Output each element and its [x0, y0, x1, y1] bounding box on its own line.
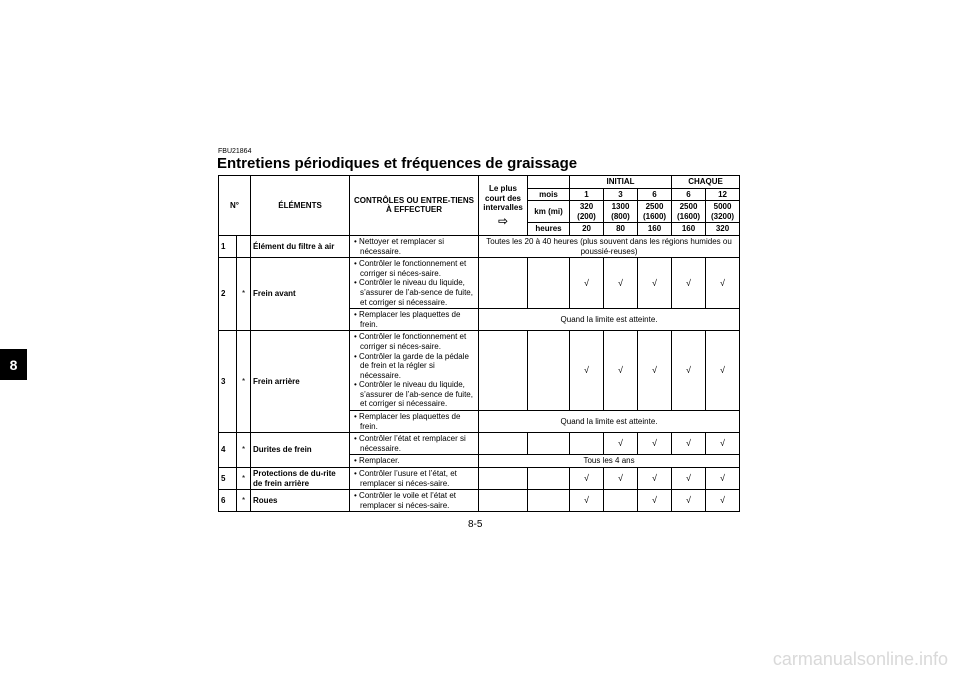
- mois-value: 1: [570, 188, 604, 201]
- row-star: *: [237, 258, 251, 331]
- row-task: [350, 433, 479, 455]
- task-line: • Nettoyer et remplacer si nécessaire.: [354, 236, 444, 256]
- row-task: [350, 258, 479, 309]
- check-cell: [570, 331, 604, 411]
- km-value: 1300 (800): [604, 201, 638, 223]
- task-list: [352, 412, 476, 431]
- check-mark-icon: √: [720, 495, 725, 506]
- row-number: 6: [219, 490, 237, 512]
- task-list: [352, 456, 476, 466]
- check-cell: [604, 258, 638, 309]
- header-shortest-label: Le plus court des intervalles: [483, 184, 523, 213]
- check-cell: [706, 331, 740, 411]
- row-item: Protections de du-rite de frein arrière: [251, 468, 350, 490]
- task-line: • Contrôler le niveau du liquide, s’assurer de l’ab-sence de fuite, et corriger si nécessaire.: [354, 380, 473, 409]
- check-mark-icon: √: [720, 277, 725, 288]
- row-star: *: [237, 468, 251, 490]
- km-value: 5000 (3200): [706, 201, 740, 223]
- check-mark-icon: √: [720, 438, 725, 449]
- row-star: [237, 235, 251, 257]
- document-code: FBU21864: [218, 148, 252, 155]
- check-mark-icon: √: [652, 473, 657, 484]
- row-number: 2: [219, 258, 237, 331]
- interval-note: Toutes les 20 à 40 heures (plus souvent dans les régions humides ou poussié-reuses): [479, 235, 740, 257]
- row-star: *: [237, 433, 251, 468]
- task-line: • Contrôler l’usure et l’état, et remplacer si néces-saire.: [354, 469, 457, 488]
- check-cell: [604, 468, 638, 490]
- check-mark-icon: √: [686, 277, 691, 288]
- check-cell: [672, 468, 706, 490]
- check-mark-icon: √: [618, 277, 623, 288]
- empty-cell: [528, 258, 570, 309]
- heures-value: 80: [604, 223, 638, 236]
- mois-value: 12: [706, 188, 740, 201]
- empty-cell: [528, 490, 570, 512]
- task-text: Contrôler l’état et remplacer si nécessaire.: [359, 434, 466, 453]
- interval-note: Quand la limite est atteinte.: [479, 411, 740, 433]
- task-line: • Remplacer les plaquettes de frein.: [354, 412, 461, 431]
- check-mark-icon: √: [686, 438, 691, 449]
- empty-cell: [528, 331, 570, 411]
- task-text: Contrôler l’usure et l’état, et remplacer si néces-saire.: [359, 469, 457, 488]
- table-row: [219, 468, 740, 490]
- mois-label: mois: [528, 188, 570, 201]
- row-task: [350, 235, 479, 257]
- check-mark-icon: √: [720, 473, 725, 484]
- table-row: [219, 235, 740, 257]
- row-item: Frein avant: [251, 258, 350, 331]
- task-line: • Contrôler le fonctionnement et corriger si néces-saire.: [354, 259, 467, 278]
- row-item: Roues: [251, 490, 350, 512]
- task-list: [352, 469, 476, 488]
- page-number: 8-5: [468, 519, 483, 530]
- row-item: Frein arrière: [251, 331, 350, 433]
- interval-note: Quand la limite est atteinte.: [479, 309, 740, 331]
- km-label: km (mi): [528, 201, 570, 223]
- check-mark-icon: √: [720, 365, 725, 376]
- row-task: [350, 468, 479, 490]
- task-text: Remplacer les plaquettes de frein.: [359, 310, 461, 329]
- row-task: [350, 309, 479, 331]
- task-text: Remplacer.: [359, 456, 400, 466]
- check-cell: [604, 331, 638, 411]
- header-initial: INITIAL: [570, 176, 672, 189]
- empty-cell: [479, 258, 528, 309]
- header-shortest-interval: [479, 176, 528, 236]
- maintenance-table: [218, 175, 740, 512]
- row-star: *: [237, 490, 251, 512]
- check-mark-icon: √: [584, 277, 589, 288]
- task-text: Remplacer les plaquettes de frein.: [359, 412, 461, 431]
- km-value: 2500 (1600): [638, 201, 672, 223]
- task-list: [352, 332, 476, 409]
- row-number: 1: [219, 235, 237, 257]
- task-text: Contrôler le fonctionnement et corriger si néces-saire.: [359, 259, 467, 278]
- row-star: *: [237, 331, 251, 433]
- task-list: [352, 434, 476, 453]
- km-value: 2500 (1600): [672, 201, 706, 223]
- check-cell: [638, 331, 672, 411]
- check-cell: [570, 258, 604, 309]
- check-mark-icon: √: [618, 473, 623, 484]
- empty-cell: [479, 433, 528, 455]
- footer-watermark: carmanualsonline.info: [772, 649, 948, 669]
- check-cell: [706, 468, 740, 490]
- task-line: • Remplacer les plaquettes de frein.: [354, 310, 461, 329]
- task-line: • Contrôler le voile et l’état et remplacer si néces-saire.: [354, 491, 456, 510]
- table-row: [219, 433, 740, 455]
- empty-cell: [528, 433, 570, 455]
- header-chaque: CHAQUE: [672, 176, 740, 189]
- row-item: Élément du filtre à air: [251, 235, 350, 257]
- check-mark-icon: √: [584, 495, 589, 506]
- header-blank: [528, 176, 570, 189]
- task-text: Contrôler la garde de la pédale de frein et la régler si nécessaire.: [359, 351, 469, 380]
- heures-label: heures: [528, 223, 570, 236]
- check-cell: [672, 490, 706, 512]
- mois-value: 6: [638, 188, 672, 201]
- empty-cell: [479, 490, 528, 512]
- task-text: Contrôler le niveau du liquide, s’assurer de l’ab-sence de fuite, et corriger si nécessaire.: [359, 278, 473, 307]
- empty-cell: [479, 468, 528, 490]
- task-line: • Contrôler l’état et remplacer si nécessaire.: [354, 434, 466, 453]
- check-cell: [706, 433, 740, 455]
- task-text: Contrôler le niveau du liquide, s’assurer de l’ab-sence de fuite, et corriger si nécessaire.: [359, 380, 473, 409]
- check-cell: [638, 258, 672, 309]
- km-value: 320 (200): [570, 201, 604, 223]
- check-mark-icon: √: [686, 473, 691, 484]
- check-mark-icon: √: [652, 438, 657, 449]
- heures-value: 160: [672, 223, 706, 236]
- empty-cell: [528, 468, 570, 490]
- task-text: Contrôler le fonctionnement et corriger si néces-saire.: [359, 332, 467, 351]
- check-cell: [672, 433, 706, 455]
- check-cell: [706, 258, 740, 309]
- check-cell: [638, 468, 672, 490]
- check-mark-icon: √: [652, 495, 657, 506]
- check-cell: [638, 490, 672, 512]
- check-mark-icon: √: [686, 365, 691, 376]
- task-list: [352, 491, 476, 510]
- check-cell: [570, 490, 604, 512]
- row-task: [350, 455, 479, 468]
- header-elements: ÉLÉMENTS: [251, 176, 350, 236]
- task-list: [352, 310, 476, 329]
- heures-value: 320: [706, 223, 740, 236]
- task-list: [352, 259, 476, 307]
- row-task: [350, 331, 479, 411]
- check-mark-icon: √: [652, 365, 657, 376]
- check-mark-icon: √: [584, 365, 589, 376]
- table-row: [219, 258, 740, 309]
- maintenance-table-body: [219, 235, 740, 511]
- interval-note: Tous les 4 ans: [479, 455, 740, 468]
- check-mark-icon: √: [618, 365, 623, 376]
- check-mark-icon: √: [584, 473, 589, 484]
- table-row: [219, 490, 740, 512]
- check-cell: [570, 433, 604, 455]
- check-cell: [672, 331, 706, 411]
- task-line: • Contrôler le niveau du liquide, s’assurer de l’ab-sence de fuite, et corriger si nécessaire.: [354, 278, 473, 307]
- header-no: N°: [219, 176, 251, 236]
- mois-value: 3: [604, 188, 638, 201]
- check-cell: [672, 258, 706, 309]
- heures-value: 20: [570, 223, 604, 236]
- empty-cell: [479, 331, 528, 411]
- check-mark-icon: √: [686, 495, 691, 506]
- check-cell: [570, 468, 604, 490]
- row-number: 3: [219, 331, 237, 433]
- table-row: [219, 331, 740, 411]
- check-cell: [604, 490, 638, 512]
- chapter-tab: 8: [0, 349, 27, 380]
- heures-value: 160: [638, 223, 672, 236]
- arrow-right-icon: ⇨: [497, 213, 509, 228]
- task-line: • Contrôler la garde de la pédale de frein et la régler si nécessaire.: [354, 351, 469, 380]
- check-cell: [638, 433, 672, 455]
- task-text: Nettoyer et remplacer si nécessaire.: [359, 236, 444, 256]
- row-task: [350, 490, 479, 512]
- task-text: Contrôler le voile et l’état et remplacer si néces-saire.: [359, 491, 456, 510]
- task-line: • Remplacer.: [354, 456, 400, 466]
- row-number: 4: [219, 433, 237, 468]
- page-title: Entretiens périodiques et fréquences de graissage: [217, 155, 578, 172]
- mois-value: 6: [672, 188, 706, 201]
- check-cell: [604, 433, 638, 455]
- task-list: [352, 237, 476, 256]
- row-task: [350, 411, 479, 433]
- row-item: Durites de frein: [251, 433, 350, 468]
- row-number: 5: [219, 468, 237, 490]
- check-cell: [706, 490, 740, 512]
- task-line: • Contrôler le fonctionnement et corriger si néces-saire.: [354, 332, 467, 351]
- check-mark-icon: √: [618, 438, 623, 449]
- header-controls: CONTRÔLES OU ENTRE-TIENS À EFFECTUER: [350, 176, 479, 236]
- check-mark-icon: √: [652, 277, 657, 288]
